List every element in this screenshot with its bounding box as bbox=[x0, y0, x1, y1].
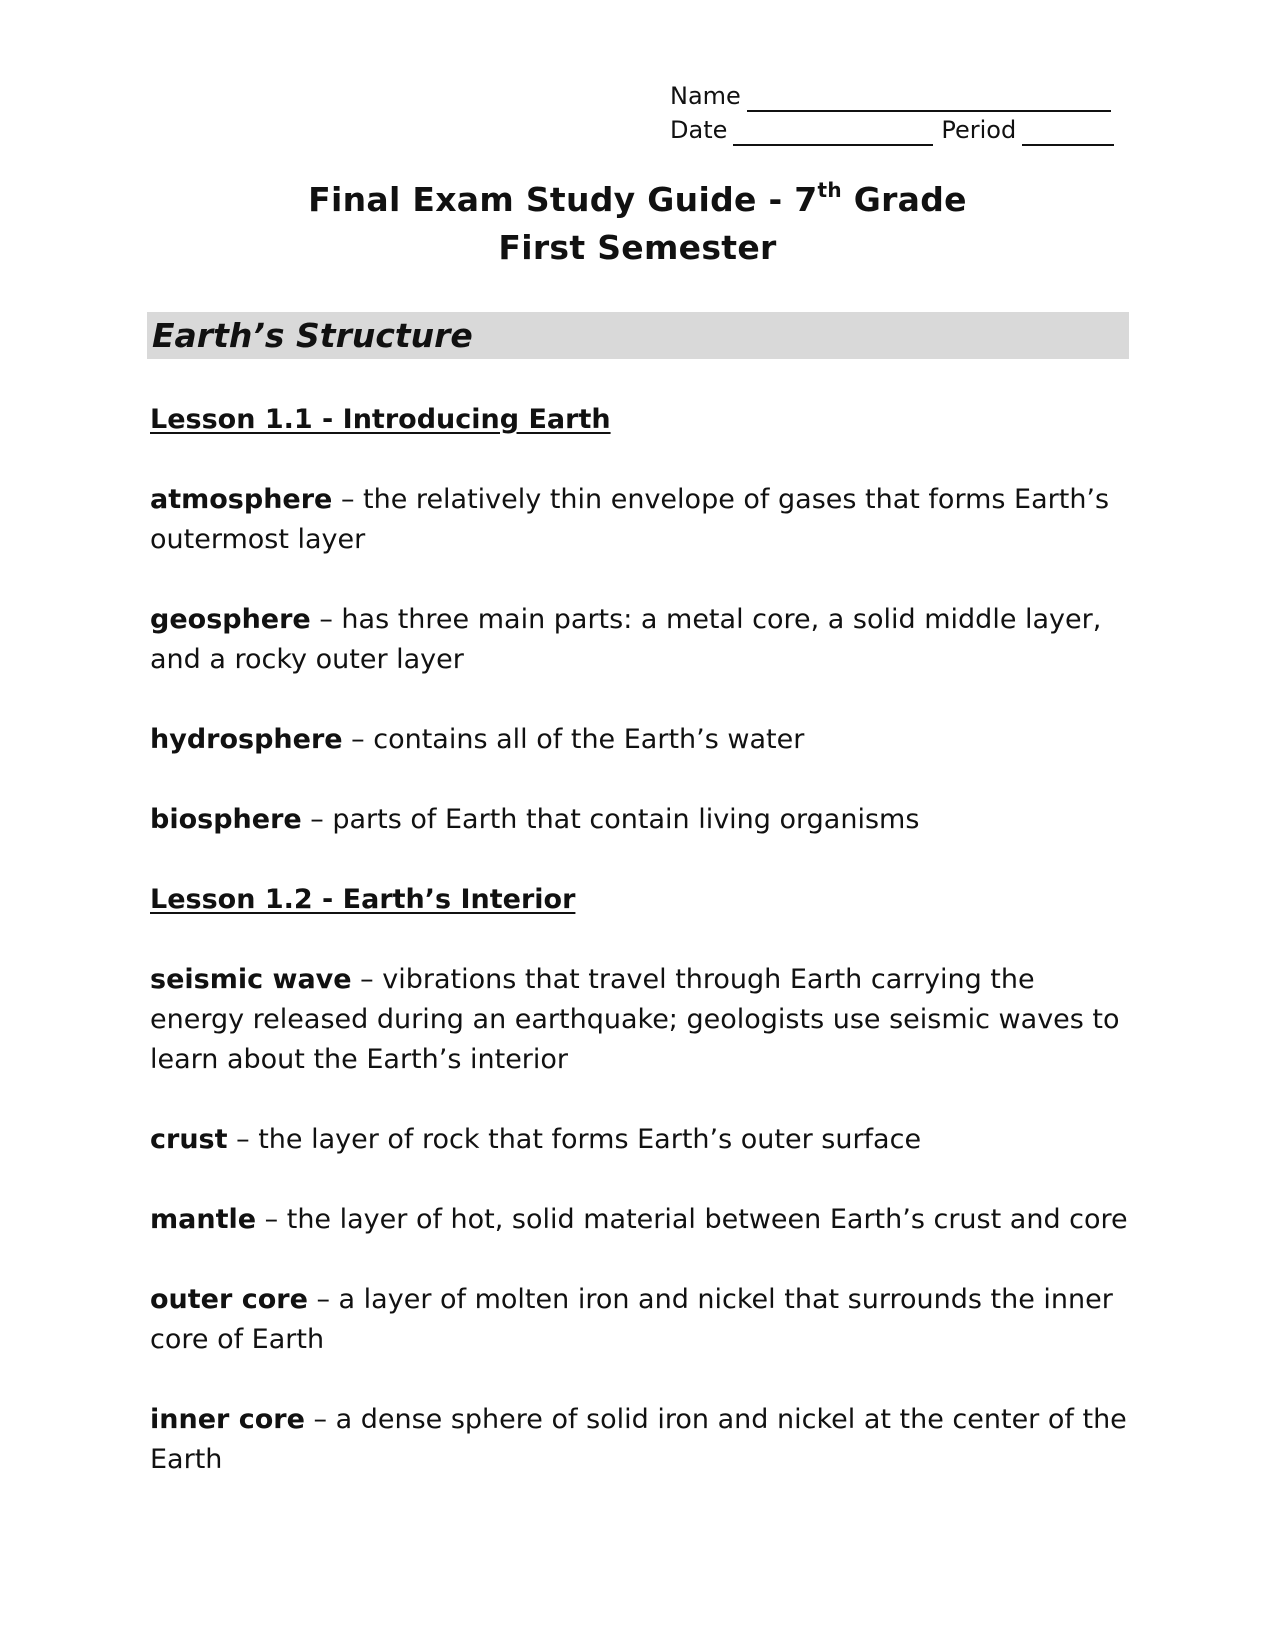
definition: – the relatively thin envelope of gases that forms Earth’s outermost layer bbox=[150, 484, 1110, 555]
definition: – a dense sphere of solid iron and nickel at the center of the Earth bbox=[150, 1404, 1127, 1475]
section-title: Earth’s Structure bbox=[152, 316, 473, 355]
term-entry bbox=[150, 480, 1130, 560]
term: mantle bbox=[150, 1204, 257, 1235]
definition: – has three main parts: a metal core, a solid middle layer, and a rocky outer layer bbox=[150, 604, 1102, 675]
definition: – contains all of the Earth’s water bbox=[342, 724, 805, 755]
term-entry bbox=[150, 960, 1130, 1080]
term-entry bbox=[150, 1120, 1130, 1160]
name-row bbox=[670, 78, 1120, 112]
term-entry bbox=[150, 600, 1130, 680]
term-entry bbox=[150, 1280, 1130, 1360]
title-suffix: Grade bbox=[841, 180, 967, 219]
term: biosphere bbox=[150, 804, 302, 835]
student-info-fields bbox=[670, 78, 1120, 146]
name-label: Name bbox=[670, 82, 741, 110]
definition: – vibrations that travel through Earth carrying the energy released during an earthquake; geologists use seismic waves to learn about the Earth’s interior bbox=[150, 964, 1120, 1075]
title-superscript: th bbox=[817, 178, 842, 202]
date-label: Date bbox=[670, 116, 728, 144]
period-label: Period bbox=[941, 116, 1017, 144]
term: geosphere bbox=[150, 604, 311, 635]
study-content bbox=[150, 400, 1130, 1520]
term: crust bbox=[150, 1124, 228, 1155]
lesson-heading: Lesson 1.2 - Earth’s Interior bbox=[150, 884, 576, 915]
term-entry bbox=[150, 1200, 1130, 1240]
term-entry bbox=[150, 1400, 1130, 1480]
term: hydrosphere bbox=[150, 724, 343, 755]
term: outer core bbox=[150, 1284, 308, 1315]
term-entry bbox=[150, 800, 1130, 840]
definition: – the layer of hot, solid material between Earth’s crust and core bbox=[256, 1204, 1128, 1235]
page-title bbox=[0, 180, 1275, 219]
title-prefix: Final Exam Study Guide - 7 bbox=[308, 180, 818, 219]
page-subtitle: First Semester bbox=[498, 228, 777, 267]
definition: – the layer of rock that forms Earth’s outer surface bbox=[227, 1124, 922, 1155]
term-entry bbox=[150, 720, 1130, 760]
definition: – parts of Earth that contain living organisms bbox=[301, 804, 920, 835]
lesson-heading: Lesson 1.1 - Introducing Earth bbox=[150, 404, 611, 435]
definition: – a layer of molten iron and nickel that surrounds the inner core of Earth bbox=[150, 1284, 1113, 1355]
term: atmosphere bbox=[150, 484, 333, 515]
date-period-row bbox=[670, 112, 1120, 146]
name-blank bbox=[747, 88, 1111, 112]
date-blank bbox=[733, 122, 933, 146]
period-blank bbox=[1022, 122, 1114, 146]
term: inner core bbox=[150, 1404, 305, 1435]
term: seismic wave bbox=[150, 964, 352, 995]
